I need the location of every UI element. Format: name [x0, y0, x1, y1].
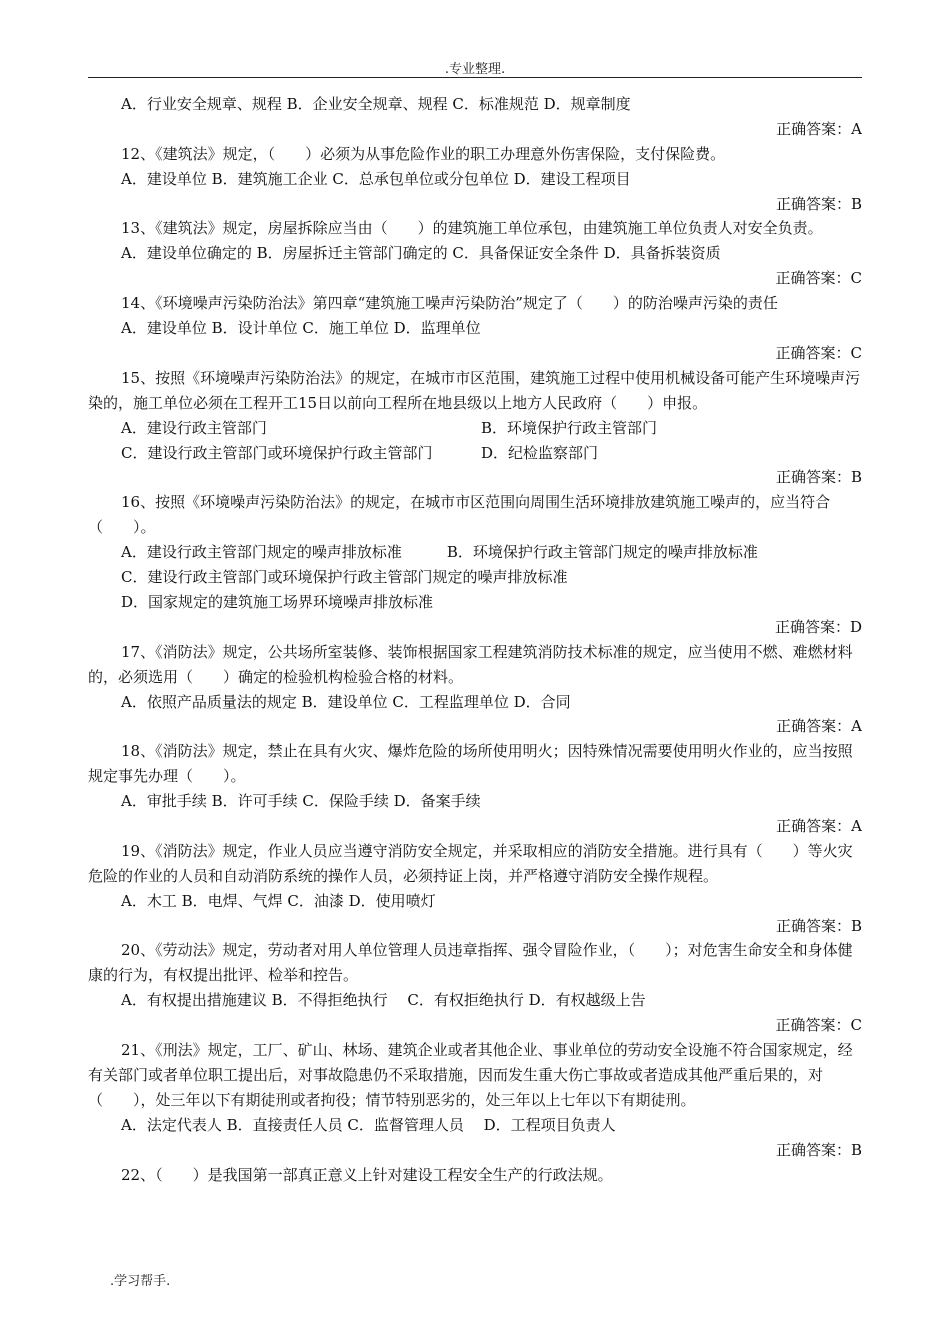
page-footer: .学习帮手. [110, 1274, 171, 1289]
question-13: 13、《建筑法》规定，房屋拆除应当由（ ）的建筑施工单位承包，由建筑施工单位负责人对安全负责。 [121, 219, 823, 238]
options-q16-ab: A．建设行政主管部门规定的噪声排放标准 B．环境保护行政主管部门规定的噪声排放标准 [121, 543, 758, 562]
answer-q14: 正确答案：C [775, 343, 862, 362]
answer-q13: 正确答案：C [775, 269, 862, 288]
answer-q18: 正确答案：A [776, 817, 862, 835]
question-16: 16、按照《环境噪声污染防治法》的规定，在城市市区范围向周围生活环境排放建筑施工噪声的，应当符合（ ）。 [88, 493, 831, 537]
options-q15-row2 [88, 441, 862, 466]
document-body [88, 92, 862, 1187]
question-19: 19、《消防法》规定，作业人员应当遵守消防安全规定，并采取相应的消防安全措施。进行具有（ ）等火灾危险的作业的人员和自动消防系统的操作人员，必须持证上岗，并严格遵守消防安全操作规程。 [88, 841, 853, 885]
answer-q20: 正确答案：C [775, 1016, 862, 1035]
question-12: 12、《建筑法》规定，（ ）必须为从事危险作业的职工办理意外伤害保险，支付保险费。 [121, 144, 726, 163]
option-d: D．纪检监察部门 [481, 443, 599, 462]
question-14: 14、《环境噪声污染防治法》第四章“建筑施工噪声污染防治”规定了（ ）的防治噪声污染的责任 [121, 294, 778, 313]
question-21: 21、《刑法》规定，工厂、矿山、林场、建筑企业或者其他企业、事业单位的劳动安全设施不符合国家规定，经有关部门或者单位职工提出后，对事故隐患仍不采取措施，因而发生重大伤亡事故或者造成其他严重后果的，对（ ），处三年以下有期徒刑或者拘役；情节特别恶劣的，处三年以上七年以下有期徒刑。 [88, 1041, 853, 1109]
options-q12: A．建设单位 B．建筑施工企业 C．总承包单位或分包单位 D．建设工程项目 [121, 169, 631, 188]
question-18: 18、《消防法》规定，禁止在具有火灾、爆炸危险的场所使用明火；因特殊情况需要使用明火作业的，应当按照规定事先办理（ ）。 [88, 742, 853, 786]
answer-q12: 正确答案：B [775, 194, 862, 213]
option-a: A．建设行政主管部门 [121, 418, 267, 437]
option-q16-d: D．国家规定的建筑施工场界环境噪声排放标准 [121, 592, 434, 611]
options-q15-row1 [88, 416, 862, 441]
options-q18: A．审批手续 B．许可手续 C．保险手续 D．备案手续 [121, 792, 481, 811]
options-q19: A．木工 B．电焊、气焊 C．油漆 D．使用喷灯 [121, 891, 436, 910]
option-b: B．环境保护行政主管部门 [481, 418, 658, 437]
question-20: 20、《劳动法》规定，劳动者对用人单位管理人员违章指挥、强令冒险作业，（ ）；对危害生命安全和身体健康的行为，有权提出批评、检举和控告。 [88, 941, 853, 985]
question-15: 15、按照《环境噪声污染防治法》的规定，在城市市区范围，建筑施工过程中使用机械设备可能产生环境噪声污染的，施工单位必须在工程开工15日以前向工程所在地县级以上地方人民政府（ ）申报。 [88, 368, 861, 412]
option-q16-c: C．建设行政主管部门或环境保护行政主管部门规定的噪声排放标准 [121, 568, 568, 587]
page-header: .专业整理. [444, 62, 506, 77]
question-22: 22、（ ）是我国第一部真正意义上针对建设工程安全生产的行政法规。 [121, 1165, 613, 1184]
options-q14: A．建设单位 B．设计单位 C．施工单位 D．监理单位 [121, 319, 481, 338]
answer-q21: 正确答案：B [775, 1140, 862, 1159]
answer-q11: 正确答案：A [776, 119, 862, 138]
option-c: C．建设行政主管部门或环境保护行政主管部门 [121, 443, 433, 462]
options-q11: A．行业安全规章、规程 B．企业安全规章、规程 C．标准规范 D．规章制度 [121, 95, 631, 113]
answer-q16: 正确答案：D [774, 617, 862, 636]
header-divider [88, 77, 862, 78]
answer-q19: 正确答案：B [775, 916, 862, 935]
options-q17: A．依照产品质量法的规定 B．建设单位 C．工程监理单位 D．合同 [121, 692, 571, 711]
answer-q17: 正确答案：A [776, 717, 862, 736]
question-17: 17、《消防法》规定，公共场所室装修、装饰根据国家工程建筑消防技术标准的规定，应当使用不燃、难燃材料的，必须选用（ ）确定的检验机构检验合格的材料。 [88, 642, 853, 686]
answer-q15: 正确答案：B [775, 468, 862, 487]
options-q13: A．建设单位确定的 B．房屋拆迁主管部门确定的 C．具备保证安全条件 D．具备拆装资质 [121, 244, 721, 263]
options-q20: A．有权提出措施建议 B．不得拒绝执行 C．有权拒绝执行 D．有权越级上告 [121, 991, 646, 1010]
options-q21: A．法定代表人 B．直接责任人员 C．监督管理人员 D．工程项目负责人 [121, 1115, 616, 1134]
